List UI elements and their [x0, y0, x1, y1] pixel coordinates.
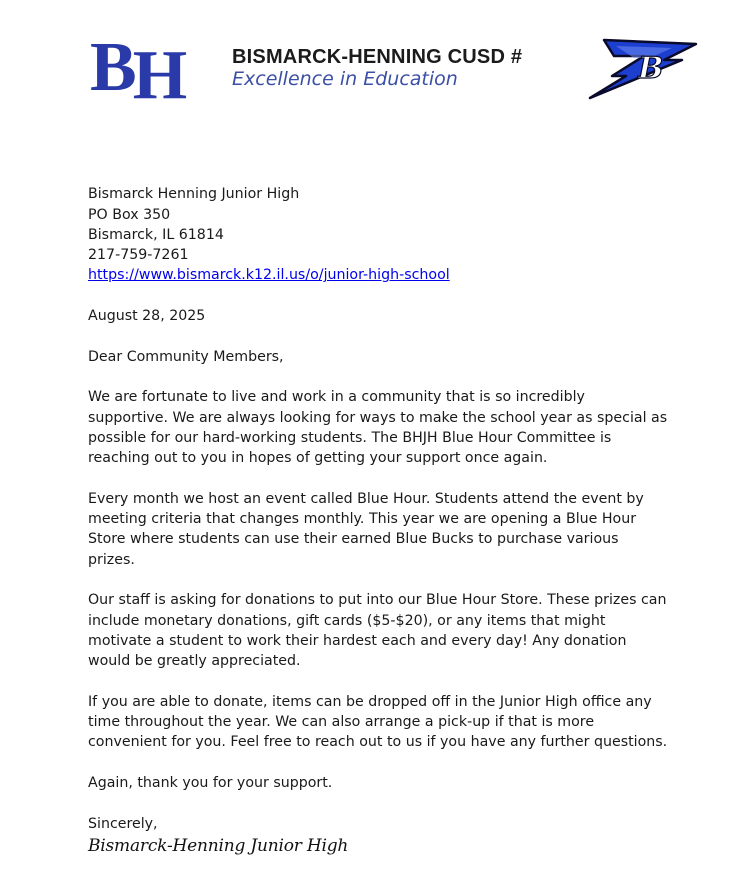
bh-logo: BH [90, 29, 182, 114]
signature: Bismarck-Henning Junior High [88, 835, 349, 856]
sender-phone: 217-759-7261 [88, 247, 189, 264]
sender-name: Bismarck Henning Junior High [88, 186, 300, 203]
greeting: Dear Community Members, [88, 348, 284, 365]
lightning-bolt-b-icon [586, 36, 700, 102]
letter-body [88, 164, 668, 856]
district-name: BISMARCK-HENNING CUSD # [232, 46, 523, 68]
paragraph-thanks: Again, thank you for your support. [88, 774, 333, 791]
closing: Sincerely, [88, 815, 158, 832]
paragraph-dropoff: If you are able to donate, items can be dropped off in the Junior High office any time throughout the year. We can also arrange a pick-up if that is more convenient for you. Feel free to reach out to us if you have any further questions. [88, 693, 668, 751]
paragraph-intro: We are fortunate to live and work in a community that is so incredibly supportive. We are always looking for ways to make the school year as special as possible for our hard-working students. The BHJH Blue Hour Committee is reaching out to you in hopes of getting your support once again. [88, 389, 668, 467]
sender-city: Bismarck, IL 61814 [88, 226, 224, 243]
paragraph-donations: Our staff is asking for donations to put into our Blue Hour Store. These prizes can include monetary donations, gift cards ($5-$20), or any items that might motivate a student to work their hardest each and every day! Any donation would be greatly appreciated. [88, 592, 667, 670]
letter-date: August 28, 2025 [88, 308, 206, 325]
sender-po-box: PO Box 350 [88, 206, 171, 223]
paragraph-blue-hour: Every month we host an event called Blue Hour. Students attend the event by meeting criteria that changes monthly. This year we are opening a Blue Hour Store where students can use their earned Blue Bucks to purchase various prizes. [88, 490, 644, 568]
svg-text:B: B [638, 51, 664, 86]
letterhead [0, 0, 750, 130]
district-motto: Excellence in Education [232, 68, 458, 90]
website-link[interactable]: https://www.bismarck.k12.il.us/o/junior-high-school [88, 267, 450, 284]
